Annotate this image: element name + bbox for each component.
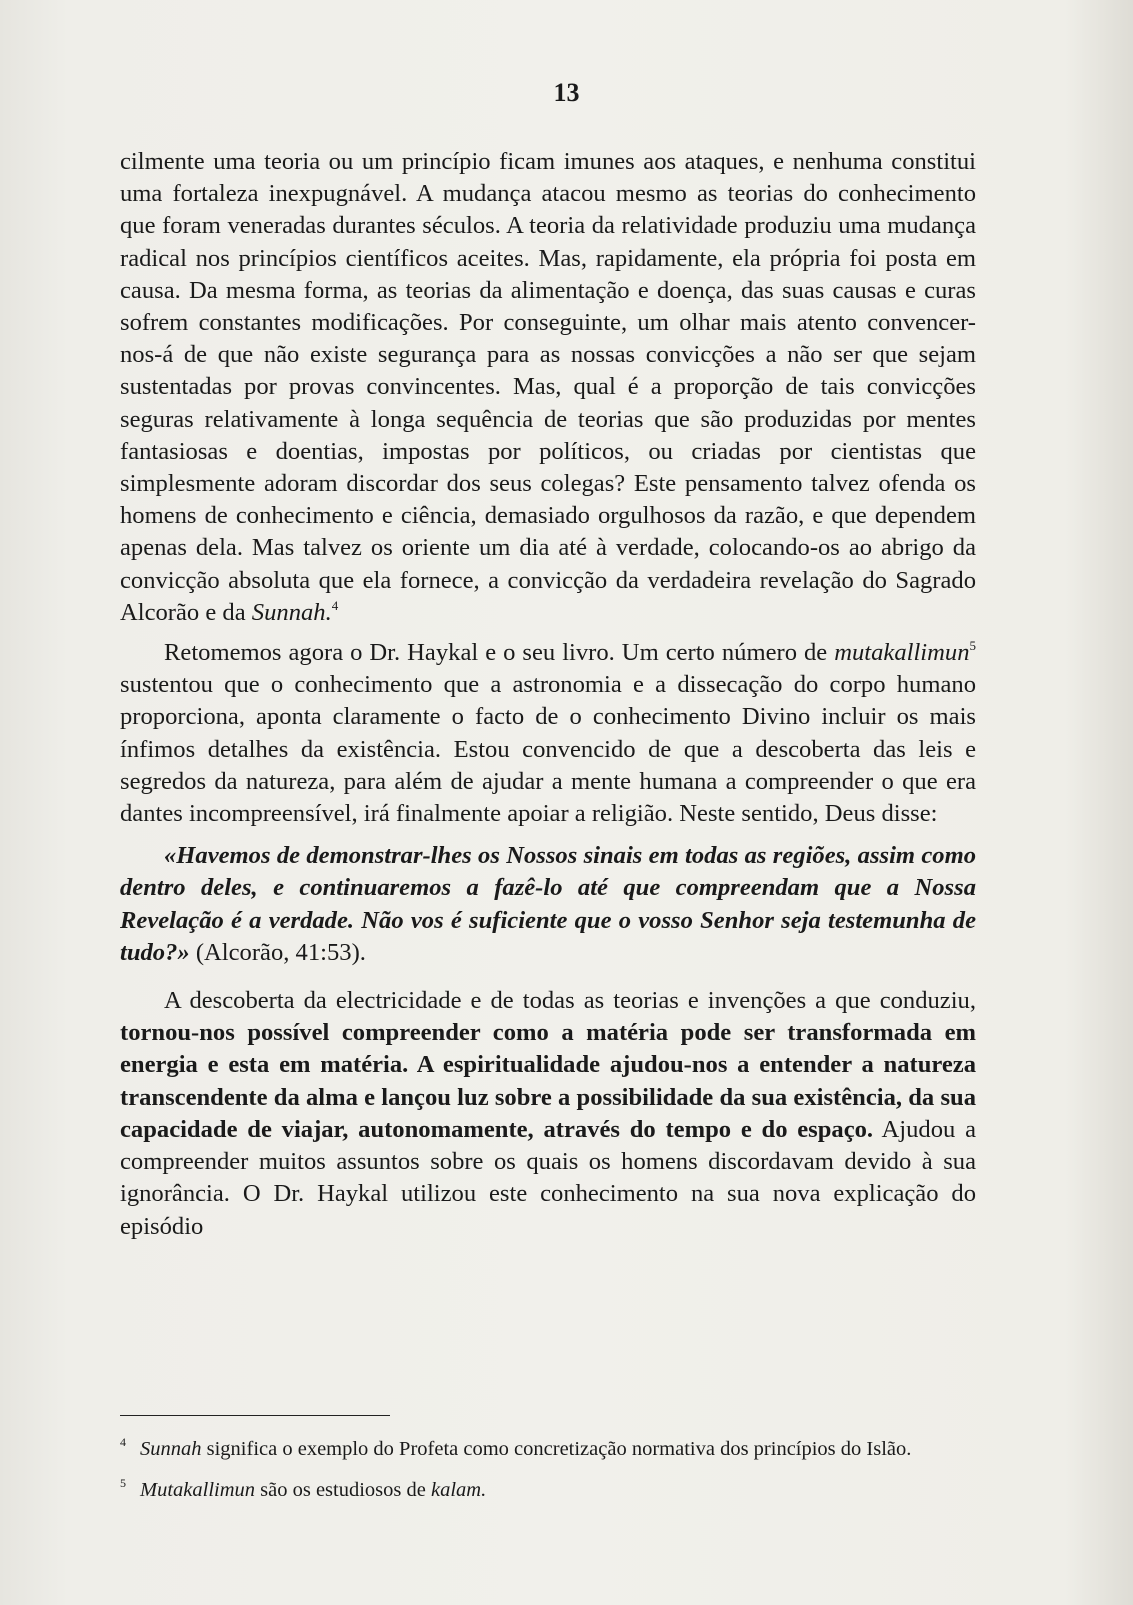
footnotes bbox=[120, 1428, 976, 1510]
footnote-5-term-end: kalam. bbox=[430, 1479, 487, 1501]
paragraph-2-rest: sustentou que o conhecimento que a astronomia e a dissecação do corpo humano proporciona, aponta claramente o facto de o conhecimento Divino incluir os mais ínfimos detalhes da existência. Estou convencido de que a descoberta das leis e segredos da natureza, para além de ajudar a mente humana a compreender o que era dantes incompreensível, irá finalmente apoiar a religião. Neste sentido, Deus disse: bbox=[120, 671, 976, 828]
footnote-ref-4[interactable]: 4 bbox=[331, 597, 339, 613]
paragraph-2 bbox=[120, 637, 976, 830]
footnote-4-term: Sunnah bbox=[140, 1438, 202, 1460]
page-number: 13 bbox=[553, 78, 580, 107]
sunnah-term: Sunnah. bbox=[251, 598, 332, 626]
paragraph-1-text: cilmente uma teoria ou um princípio ficam imunes aos ataques, e nenhuma constitui uma fortaleza inexpugnável. A mudança atacou mesmo as teorias do conhecimento que foram veneradas durantes séculos. A teoria da relatividade produziu uma mudança radical nos princípios científicos aceites. Mas, rapidamente, ela própria foi posta em causa. Da mesma forma, as teorias da alimentação e doença, das suas causas e curas sofrem constantes modificações. Por conseguinte, um olhar mais atento convencer-nos-á de que não existe segurança para as nossas convicções a não ser que sejam sustentadas por provas convincentes. Mas, qual é a proporção de tais convicções seguras relativamente à longa sequência de teorias que são produzidas por mentes fantasiosas e doentias, impostas por políticos, ou criadas por cientistas que simplesmente adoram discordar dos seus colegas? Este pensamento talvez ofenda os homens de conhecimento e ciência, demasiado orgulhosos da razão, e que dependem apenas dela. Mas talvez os oriente um dia até à verdade, colocando-os ao abrigo da convicção absoluta que ela fornece, a convicção da verdadeira revelação do Sagrado Alcorão e da bbox=[120, 148, 976, 626]
footnote-4-text: significa o exemplo do Profeta como concretização normativa dos princípios do Islão. bbox=[206, 1438, 912, 1460]
quote-text: «Havemos de demonstrar-lhes os Nossos sinais em todas as regiões, assim como dentro deles, e continuaremos a fazê-lo até que compreendam que a Nossa Revelação é a verdade. Não vos é suficiente que o vosso Senhor seja testemunha de tudo?» bbox=[120, 842, 976, 966]
footnote-ref-5[interactable]: 5 bbox=[969, 638, 976, 654]
footnote-4-mark: 4 bbox=[120, 1435, 126, 1449]
body-text bbox=[120, 146, 976, 1243]
footnote-5-term: Mutakallimun bbox=[140, 1479, 256, 1501]
mutakallimun-term: mutakallimun bbox=[834, 639, 970, 667]
footnote-divider bbox=[120, 1415, 390, 1416]
footnote-5 bbox=[120, 1469, 976, 1504]
quote-reference: (Alcorão, 41:53). bbox=[195, 938, 366, 966]
footnote-4 bbox=[120, 1428, 976, 1463]
quran-quote bbox=[120, 840, 976, 969]
paragraph-1 bbox=[120, 146, 976, 629]
paragraph-3 bbox=[120, 985, 976, 1243]
paragraph-2-start: Retomemos agora o Dr. Haykal e o seu livro. Um certo número de bbox=[164, 639, 828, 667]
footnote-5-text: são os estudiosos de bbox=[260, 1479, 426, 1501]
paragraph-3-start: A descoberta da electricidade e de todas as teorias e invenções a que conduziu, bbox=[164, 987, 976, 1015]
footnote-5-mark: 5 bbox=[120, 1476, 126, 1490]
paragraph-3-rest: Ajudou a compreender muitos assuntos sobre os quais os homens discordavam devido à sua ignorância. O Dr. Haykal utilizou este conhecimento na sua nova explicação do episódio bbox=[120, 1115, 976, 1240]
paragraph-3-bold: tornou-nos possível compreender como a matéria pode ser transformada em energia e esta em matéria. A espiritualidade ajudou-nos a entender a natureza transcendente da alma e lançou luz sobre a possibilidade da sua existência, da sua capacidade de viajar, autonomamente, através do tempo e do espaço. bbox=[120, 1019, 976, 1143]
